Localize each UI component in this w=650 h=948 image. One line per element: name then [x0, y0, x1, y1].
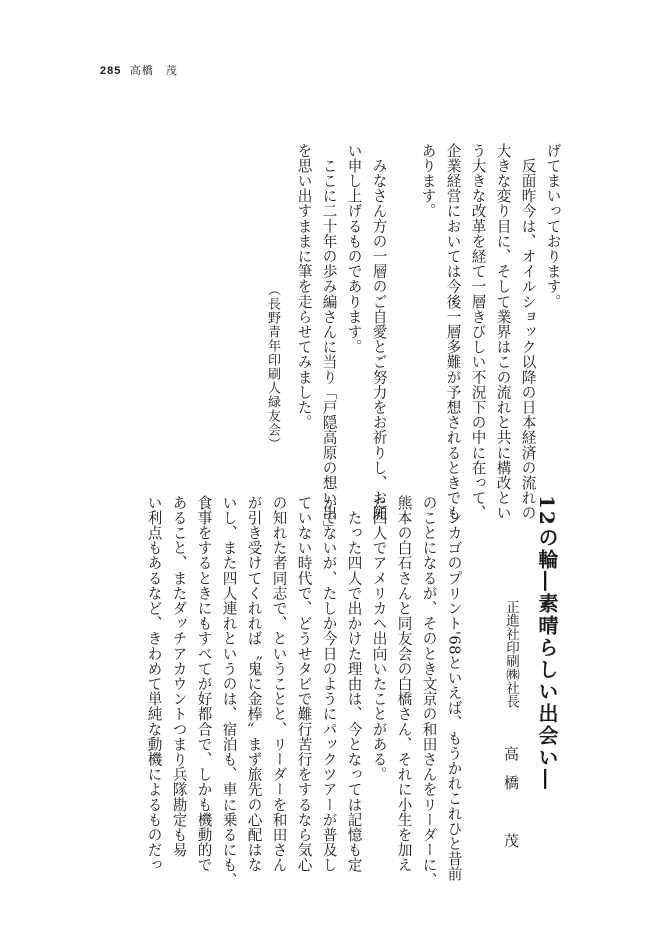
- running-header: [100, 62, 178, 78]
- text-column: が引き受けてくれれば〝鬼に金棒〟まず旅先の心配はな: [245, 495, 263, 873]
- text-column: あること、またダッチアカウントつまり兵隊勘定も易: [170, 495, 188, 858]
- text-column: シカゴのプリント'68といえば、もうかれこれひと昔前: [445, 495, 463, 882]
- text-column: ていない時代で、どうせタビで難行苦行をするなら気心: [295, 495, 313, 873]
- text-column: い申し上げるものであります。: [345, 143, 363, 355]
- text-column: げてまいっております。: [544, 143, 562, 310]
- text-column: 大きな変り目に、そして業界はこの流れと共に構改とい: [494, 143, 512, 521]
- article-byline: [503, 600, 518, 862]
- article-title: 12の輪―素晴らしい出会い―: [535, 495, 559, 791]
- group-attribution: （長野青年印刷人緑友会）: [265, 283, 280, 451]
- text-column: 食事をするときにもすべてが好都合で、しかも機動的で: [195, 495, 213, 873]
- text-column: の知れた者同志で、ということと、リーダーを和田さん: [270, 495, 288, 873]
- text-column: う大きな改革を経て一層きびしい不況下の中に在って、: [469, 143, 487, 521]
- text-column: を思い出すままに筆を走らせてみました。: [295, 143, 313, 430]
- text-column: いし、また四人連れというのは、宿泊も、車に乗るにも、: [220, 495, 238, 888]
- text-column: 企業経営においては今後一層多難が予想されるときでも: [444, 143, 462, 521]
- text-column: 反面昨今は、オイルショック以降の日本経済の流れの: [519, 143, 537, 521]
- text-column: あります。: [419, 143, 437, 219]
- author-affiliation: 正進社印刷㈱社長: [503, 600, 519, 708]
- text-column: みなさん方の一層のご自愛とご努力をお祈りし、お願: [370, 143, 388, 521]
- text-column: ここに二十年の歩み編さんに当り「戸隠高原の想い出」: [320, 143, 338, 536]
- header-author-name: 高橋 茂: [129, 64, 178, 77]
- text-column: い利点もあるなど、きわめて単純な動機によるものだっ: [145, 495, 163, 873]
- text-column: 熊本の白石さんと同友会の白橋さん、それに小生を加え: [395, 495, 413, 873]
- text-column: たった四人で出かけた理由は、今となっては記憶も定: [345, 495, 363, 873]
- text-column: かでないが、たしか今日のようにパックツアーが普及し: [320, 495, 338, 873]
- page-number: 285: [100, 65, 122, 77]
- text-column: た四人でアメリカへ出向いたことがある。: [370, 495, 388, 782]
- text-column: のことになるが、そのとき文京の和田さんをリーダーに、: [420, 495, 438, 888]
- author-name: 高橋 茂: [502, 746, 520, 862]
